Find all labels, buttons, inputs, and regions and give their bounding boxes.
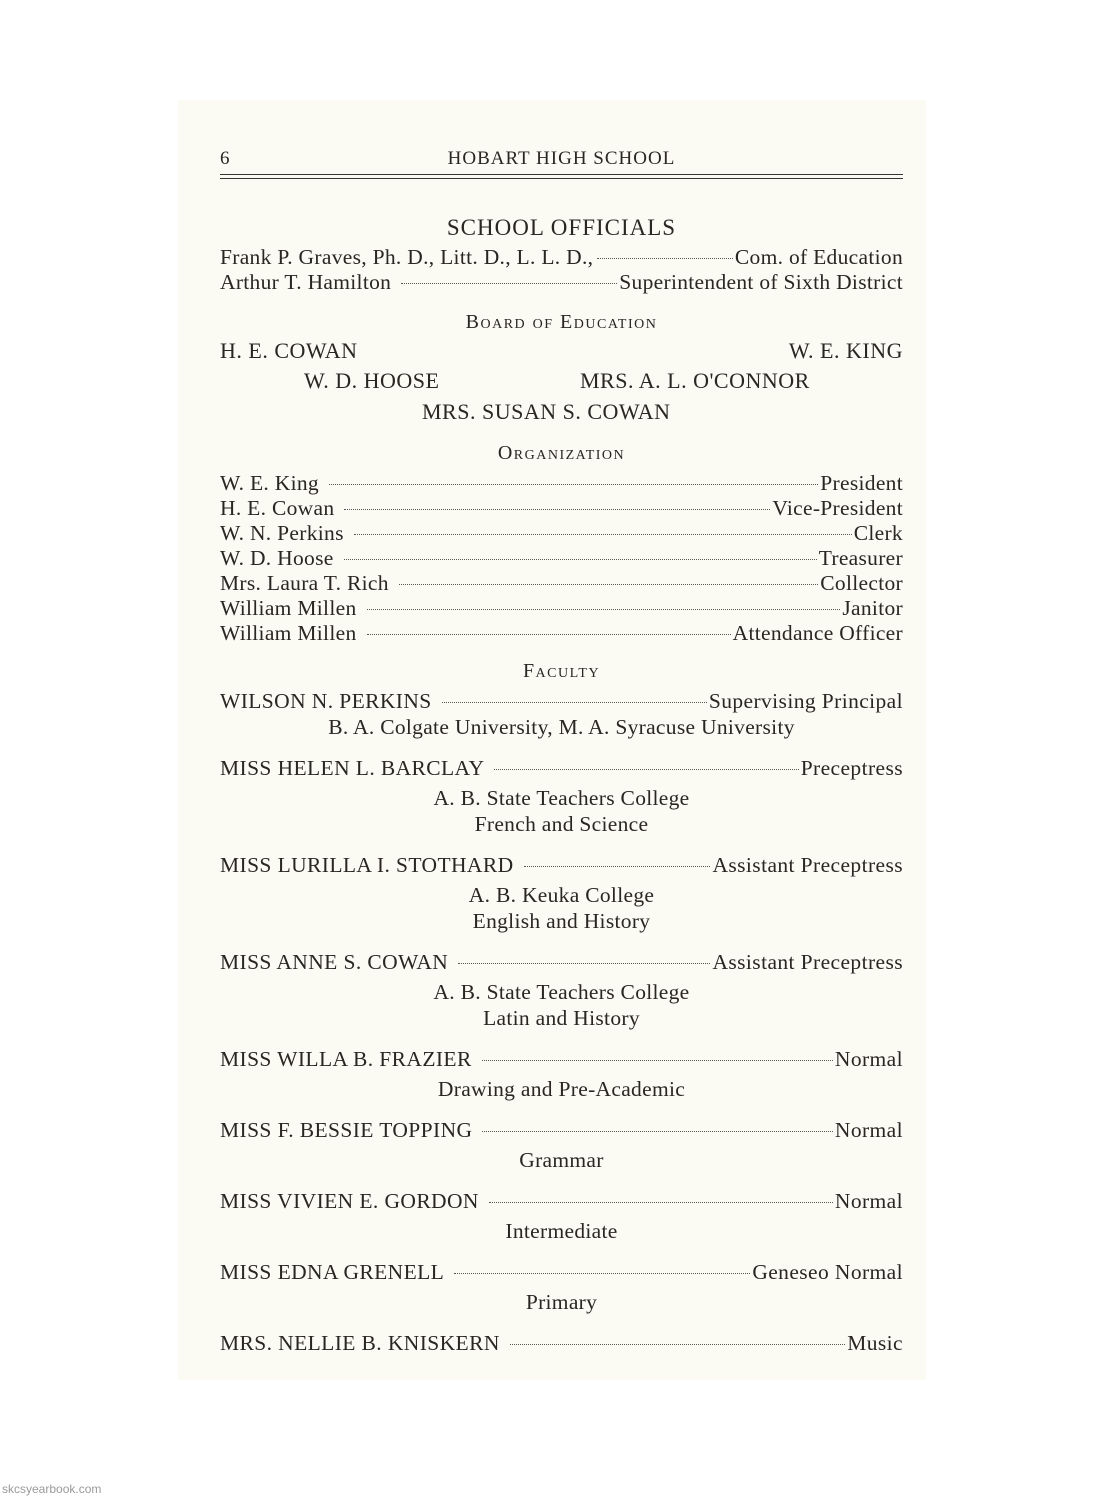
dot-leader <box>597 258 733 259</box>
organization-row <box>220 596 903 621</box>
page-content <box>220 140 903 1356</box>
dot-leader <box>367 609 841 610</box>
faculty-row <box>220 1331 903 1356</box>
officials-row <box>220 245 903 270</box>
officer-name: W. E. King <box>220 471 319 495</box>
dot-leader <box>482 1060 833 1061</box>
dot-leader <box>442 702 707 703</box>
dot-leader <box>354 534 852 535</box>
faculty-heading: Faculty <box>522 660 601 682</box>
faculty-detail: English and History <box>472 909 651 933</box>
faculty-role: Geneseo Normal <box>752 1260 903 1284</box>
faculty-role: Assistant Preceptress <box>712 853 903 877</box>
faculty-role: Music <box>847 1331 903 1355</box>
officer-name: W. D. Hoose <box>220 546 334 570</box>
dot-leader <box>344 559 817 560</box>
faculty-row <box>220 689 903 714</box>
faculty-detail: Grammar <box>519 1148 604 1172</box>
dot-leader <box>510 1344 846 1345</box>
running-title: HOBART HIGH SCHOOL <box>447 148 676 169</box>
faculty-detail: Primary <box>525 1290 598 1314</box>
faculty-detail: A. B. Keuka College <box>468 883 655 907</box>
faculty-name: MISS VIVIEN E. GORDON <box>220 1189 479 1213</box>
faculty-role: Normal <box>834 1118 903 1142</box>
organization-row <box>220 546 903 571</box>
faculty-name: WILSON N. PERKINS <box>220 689 432 713</box>
officer-role: Vice-President <box>772 496 903 520</box>
faculty-name: MISS F. BESSIE TOPPING <box>220 1118 473 1142</box>
board-member: W. D. HOOSE <box>304 368 440 393</box>
dot-leader <box>401 283 617 284</box>
organization-row <box>220 571 903 596</box>
faculty-detail: B. A. Colgate University, M. A. Syracuse University <box>328 715 795 739</box>
faculty-name: MISS LURILLA I. STOTHARD <box>220 853 514 877</box>
faculty-row <box>220 1047 903 1072</box>
faculty-name: MISS WILLA B. FRAZIER <box>220 1047 472 1071</box>
officer-name: William Millen <box>220 596 357 620</box>
officer-name: W. N. Perkins <box>220 521 344 545</box>
board-member: MRS. A. L. O'CONNOR <box>580 368 810 393</box>
page-header <box>220 140 903 168</box>
faculty-row <box>220 756 903 781</box>
officials-list <box>220 245 903 295</box>
faculty-detail: A. B. State Teachers College <box>433 980 690 1004</box>
header-rule-thin <box>220 178 903 179</box>
dot-leader <box>494 769 798 770</box>
board-heading: Board of Education <box>465 311 658 333</box>
dot-leader <box>329 484 818 485</box>
officer-name: William Millen <box>220 621 357 645</box>
faculty-row <box>220 1189 903 1214</box>
officer-role: Janitor <box>842 596 903 620</box>
faculty-row <box>220 1118 903 1143</box>
official-role: Superintendent of Sixth District <box>619 270 903 294</box>
dot-leader <box>524 866 711 867</box>
board-member: MRS. SUSAN S. COWAN <box>422 399 671 424</box>
organization-row <box>220 471 903 496</box>
dot-leader <box>458 963 710 964</box>
faculty-detail: French and Science <box>474 812 649 836</box>
faculty-row <box>220 1260 903 1285</box>
board-member: H. E. COWAN <box>220 338 358 363</box>
board-members <box>220 334 903 430</box>
official-name: Frank P. Graves, Ph. D., Litt. D., L. L. D., <box>220 245 594 269</box>
organization-list <box>220 471 903 646</box>
board-member: W. E. KING <box>788 338 903 363</box>
faculty-role: Normal <box>834 1189 903 1213</box>
faculty-name: MISS HELEN L. BARCLAY <box>220 756 485 780</box>
organization-row <box>220 621 903 646</box>
faculty-role: Preceptress <box>800 756 903 780</box>
officer-role: Clerk <box>853 521 903 545</box>
faculty-detail: Intermediate <box>505 1219 618 1243</box>
dot-leader <box>482 1131 833 1132</box>
faculty-name: MISS ANNE S. COWAN <box>220 950 449 974</box>
faculty-role: Normal <box>834 1047 903 1071</box>
dot-leader <box>367 634 731 635</box>
officer-name: H. E. Cowan <box>220 496 335 520</box>
officer-name: Mrs. Laura T. Rich <box>220 571 389 595</box>
watermark: skcsyearbook.com <box>2 1482 102 1496</box>
dot-leader <box>454 1273 750 1274</box>
faculty-name: MRS. NELLIE B. KNISKERN <box>220 1331 500 1355</box>
officials-row <box>220 270 903 295</box>
header-rule <box>220 174 903 175</box>
official-name: Arthur T. Hamilton <box>220 270 392 294</box>
organization-row <box>220 521 903 546</box>
dot-leader <box>344 509 770 510</box>
faculty-list <box>220 689 903 1356</box>
officer-role: Collector <box>820 571 903 595</box>
organization-row <box>220 496 903 521</box>
officials-heading: SCHOOL OFFICIALS <box>446 215 677 240</box>
organization-heading: Organization <box>497 442 626 464</box>
officer-role: Treasurer <box>818 546 903 570</box>
faculty-role: Supervising Principal <box>708 689 903 713</box>
dot-leader <box>399 584 818 585</box>
faculty-detail: Latin and History <box>483 1006 640 1030</box>
officer-role: President <box>820 471 903 495</box>
page-number: 6 <box>220 148 231 169</box>
officer-role: Attendance Officer <box>732 621 903 645</box>
faculty-row <box>220 853 903 878</box>
faculty-name: MISS EDNA GRENELL <box>220 1260 445 1284</box>
official-role: Com. of Education <box>734 245 903 269</box>
faculty-detail: A. B. State Teachers College <box>433 786 690 810</box>
faculty-detail: Drawing and Pre-Academic <box>437 1077 686 1101</box>
faculty-row <box>220 950 903 975</box>
dot-leader <box>489 1202 833 1203</box>
faculty-role: Assistant Preceptress <box>712 950 903 974</box>
